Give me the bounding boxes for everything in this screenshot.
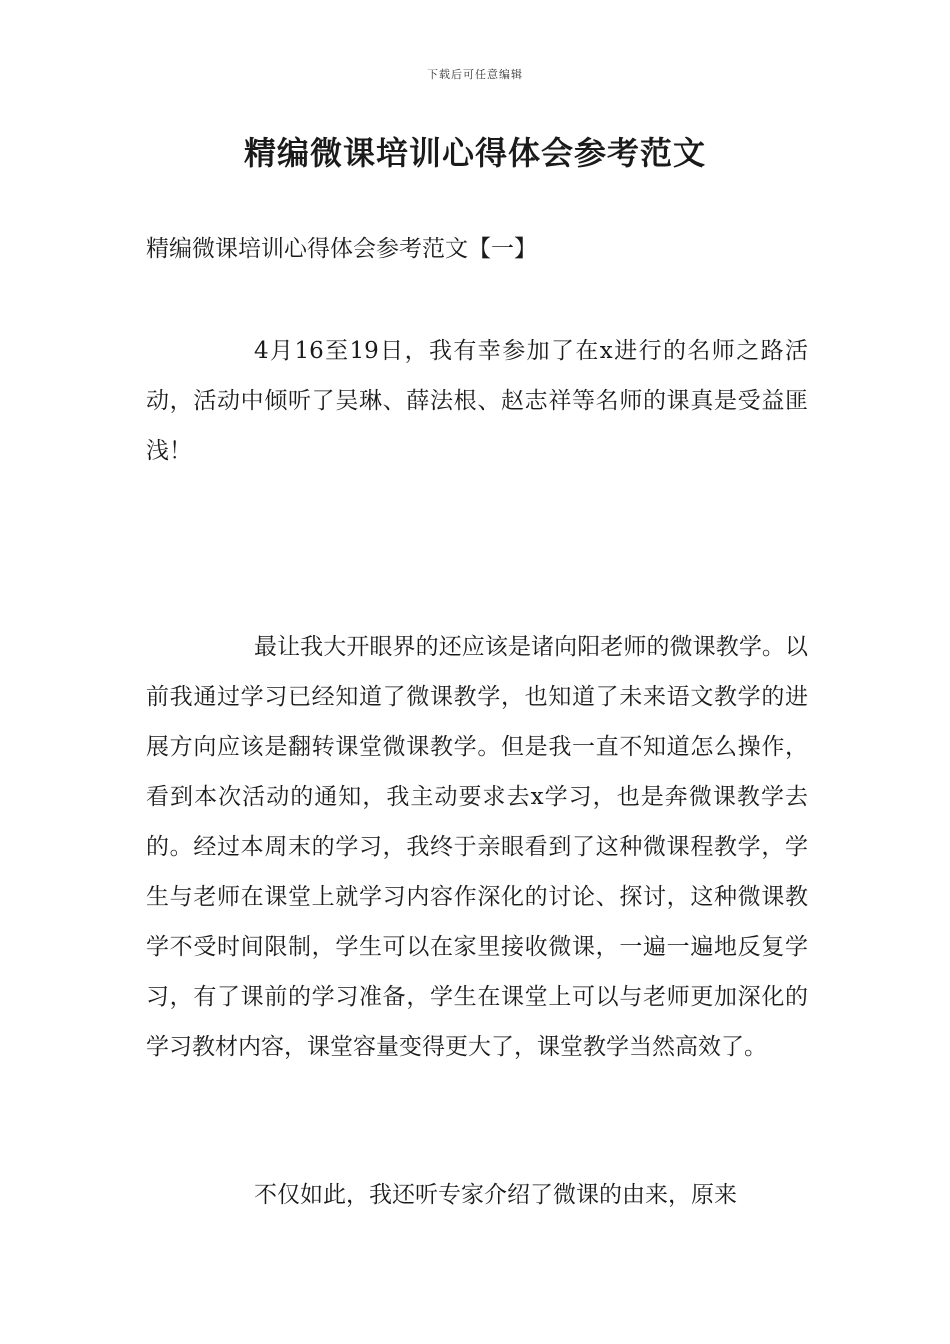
paragraph-1: 4月16至19日，我有幸参加了在x进行的名师之路活动，活动中倾听了吴琳、薛法根、赵志祥等名师的课真是受益匪浅！ <box>146 338 808 464</box>
document-title: 精编微课培训心得体会参考范文 <box>243 134 706 172</box>
paragraph-3: 不仅如此，我还听专家介绍了微课的由来，原来 <box>254 1182 737 1208</box>
header-note: 下载后可任意编辑 <box>427 68 523 81</box>
section-subtitle: 精编微课培训心得体会参考范文【一】 <box>146 236 537 262</box>
paragraph-2: 最让我大开眼界的还应该是诸向阳老师的微课教学。以前我通过学习已经知道了微课教学，也知道了未来语文教学的进展方向应该是翻转课堂微课教学。但是我一直不知道怎么操作，看到本次活动的通知，我主动要求去x学习，也是奔微课教学去的。经过本周末的学习，我终于亲眼看到了这种微课程教学，学生与老师在课堂上就学习内容作深化的讨论、探讨，这种微课教学不受时间限制，学生可以在家里接收微课，一遍一遍地反复学习，有了课前的学习准备，学生在课堂上可以与老师更加深化的学习教材内容，课堂容量变得更大了，课堂教学当然高效了。 <box>146 634 808 1060</box>
